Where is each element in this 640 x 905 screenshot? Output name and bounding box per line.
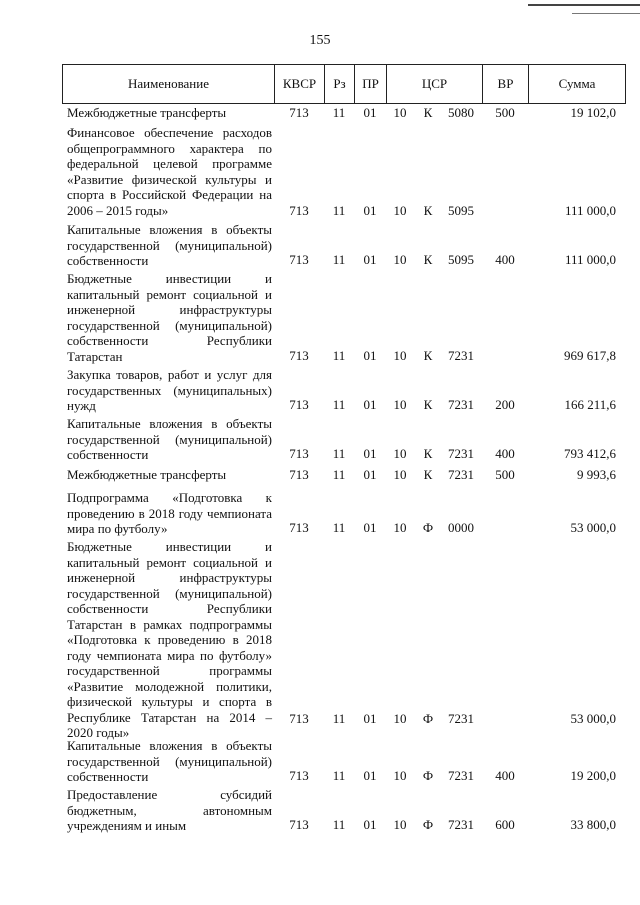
header-kvsr: КВСР [275,65,325,103]
row-csr-code: 5080 [448,104,474,120]
row-csr-code: 7231 [448,710,474,726]
table-row [62,738,626,783]
row-csr-subprogram: Ф [422,767,434,783]
row-kvsr: 713 [289,202,309,218]
table-row [62,105,626,120]
page-number: 155 [309,33,331,48]
row-pr: 01 [363,396,377,412]
row-pr: 01 [363,816,377,832]
row-sum: 111 000,0 [564,251,616,267]
row-csr-program: 10 [393,202,407,218]
row-sum: 9 993,6 [577,466,616,482]
row-csr-code: 5095 [448,202,474,218]
row-vr: 500 [495,104,515,120]
row-pr: 01 [363,202,377,218]
row-rz: 11 [332,710,346,726]
row-pr: 01 [363,251,377,267]
row-rz: 11 [332,816,346,832]
row-csr-code: 0000 [448,519,474,535]
row-csr-subprogram: Ф [422,816,434,832]
table-header [62,64,626,104]
corner-rule [528,4,640,6]
row-rz: 11 [332,466,346,482]
header-rz: Рз [325,65,355,103]
header-sum: Сумма [558,76,596,91]
row-vr: 400 [495,445,515,461]
row-csr-program: 10 [393,347,407,363]
row-sum: 19 200,0 [570,767,616,783]
row-pr: 01 [363,445,377,461]
row-csr-program: 10 [393,396,407,412]
row-kvsr: 713 [289,251,309,267]
header-csr: ЦСР [387,65,483,103]
row-kvsr: 713 [289,710,309,726]
table-row [62,490,626,535]
row-kvsr: 713 [289,767,309,783]
row-csr-code: 7231 [448,816,474,832]
row-csr-code: 7231 [448,466,474,482]
row-sum: 166 211,6 [564,396,616,412]
row-name: Финансовое обеспечение расходов общепрограммного характера по федеральной целевой программе «Развитие физической культуры и спорта в Российской Федерации на 2006 – 2015 годы» [67,125,272,218]
row-name: Капитальные вложения в объекты государственной (муниципальной) собственности [67,222,272,268]
row-csr-subprogram: Ф [422,519,434,535]
row-kvsr: 713 [289,396,309,412]
row-rz: 11 [332,104,346,120]
row-name: Капитальные вложения в объекты государственной (муниципальной) собственности [67,738,272,784]
row-kvsr: 713 [289,445,309,461]
row-csr-subprogram: К [423,104,433,120]
row-name: Подпрограмма «Подготовка к проведению в 2018 году чемпионата мира по футболу» [67,490,272,536]
row-pr: 01 [363,466,377,482]
table-row [62,539,626,740]
row-csr-program: 10 [393,466,407,482]
row-csr-code: 7231 [448,347,474,363]
row-pr: 01 [363,347,377,363]
row-sum: 53 000,0 [570,519,616,535]
row-csr-code: 5095 [448,251,474,267]
row-rz: 11 [332,251,346,267]
row-kvsr: 713 [289,816,309,832]
row-name: Бюджетные инвестиции и капитальный ремонт социальной и инженерной инфраструктуры государственной (муниципальной) собственности Республики Татарстан в рамках подпрограммы «Подготовка к проведению в 2018 году чемпионата мира по футболу» государственной программы «Развитие молодежной политики, физической культуры и спорта в Республике Татарстан на 2014 – 2020 годы» [67,539,272,740]
row-csr-code: 7231 [448,767,474,783]
table-row [62,367,626,412]
row-rz: 11 [332,445,346,461]
row-name: Межбюджетные трансферты [67,105,227,120]
row-rz: 11 [332,767,346,783]
row-csr-program: 10 [393,445,407,461]
table-row [62,787,626,832]
row-kvsr: 713 [289,347,309,363]
row-vr: 200 [495,396,515,412]
row-sum: 19 102,0 [570,104,616,120]
row-rz: 11 [332,519,346,535]
row-csr-program: 10 [393,767,407,783]
row-kvsr: 713 [289,104,309,120]
row-csr-program: 10 [393,251,407,267]
row-csr-program: 10 [393,816,407,832]
row-vr: 400 [495,251,515,267]
row-sum: 969 617,8 [564,347,616,363]
row-csr-program: 10 [393,519,407,535]
row-csr-subprogram: К [423,396,433,412]
header-vr: ВР [483,65,529,103]
row-name: Капитальные вложения в объекты государственной (муниципальной) собственности [67,416,272,462]
row-csr-subprogram: К [423,251,433,267]
row-kvsr: 713 [289,466,309,482]
row-pr: 01 [363,710,377,726]
corner-rule-short [572,13,640,14]
row-rz: 11 [332,347,346,363]
row-rz: 11 [332,202,346,218]
header-pr: ПР [355,65,387,103]
table-row [62,125,626,218]
row-csr-subprogram: К [423,202,433,218]
row-csr-subprogram: К [423,445,433,461]
row-csr-program: 10 [393,710,407,726]
row-sum: 53 000,0 [570,710,616,726]
table-row [62,222,626,267]
row-name: Предоставление субсидий бюджетным, автономным учреждениям и иным [67,787,272,833]
row-name: Межбюджетные трансферты [67,467,227,482]
row-csr-program: 10 [393,104,407,120]
row-vr: 500 [495,466,515,482]
row-csr-code: 7231 [448,445,474,461]
row-csr-subprogram: Ф [422,710,434,726]
row-rz: 11 [332,396,346,412]
row-name: Закупка товаров, работ и услуг для государственных (муниципальных) нужд [67,367,272,413]
row-csr-code: 7231 [448,396,474,412]
row-pr: 01 [363,519,377,535]
row-sum: 111 000,0 [564,202,616,218]
table-row [62,467,626,482]
row-pr: 01 [363,767,377,783]
row-csr-subprogram: К [423,347,433,363]
row-sum: 33 800,0 [570,816,616,832]
row-kvsr: 713 [289,519,309,535]
row-vr: 600 [495,816,515,832]
header-name: Наименование [63,65,275,103]
row-csr-subprogram: К [423,466,433,482]
row-vr: 400 [495,767,515,783]
table-row [62,416,626,461]
row-pr: 01 [363,104,377,120]
table-row [62,271,626,363]
row-sum: 793 412,6 [564,445,616,461]
row-name: Бюджетные инвестиции и капитальный ремонт социальной и инженерной инфраструктуры государственной (муниципальной) собственности Республики Татарстан [67,271,272,364]
